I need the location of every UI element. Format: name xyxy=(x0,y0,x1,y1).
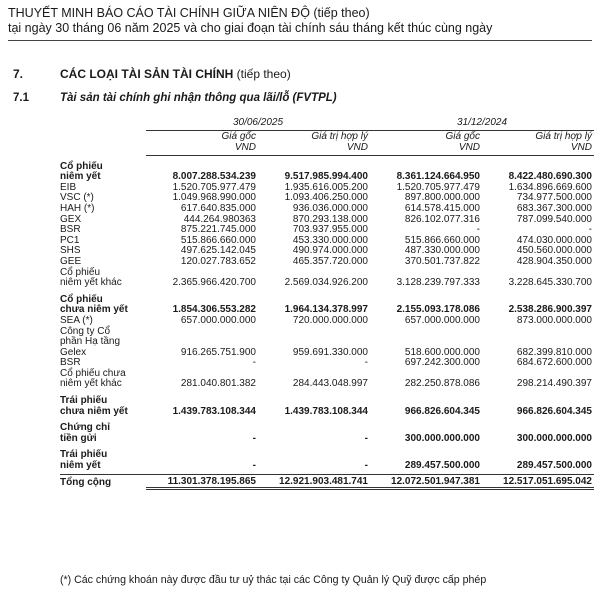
cell-value: 453.330.000.000 xyxy=(292,234,368,246)
cell-value: 281.040.801.382 xyxy=(180,378,256,390)
cell-value: 787.099.540.000 xyxy=(516,213,592,225)
section-7-heading xyxy=(13,67,291,81)
cell-value: 515.866.660.000 xyxy=(180,234,256,246)
cell-value: - xyxy=(252,460,256,472)
cell-value: 1.439.783.108.344 xyxy=(284,405,368,417)
cell-value: 11.301.378.195.865 xyxy=(146,474,258,489)
cell-value: 428.904.350.000 xyxy=(516,255,592,267)
row-label: niêm yết xyxy=(60,460,101,472)
cell-value: 289.457.500.000 xyxy=(404,460,480,472)
table-row xyxy=(60,348,594,359)
cell-value: 684.672.600.000 xyxy=(516,357,592,369)
col-unit-cost-2025: VND xyxy=(146,142,258,156)
cell-value: 518.600.000.000 xyxy=(404,346,480,358)
group-listed-bonds-row xyxy=(60,461,594,472)
row-label: niêm yết khác xyxy=(60,378,122,390)
row-label: Công ty Cổ xyxy=(60,325,111,337)
row-label: GEX xyxy=(60,213,82,225)
row-label: SEA (*) xyxy=(60,314,93,326)
row-label: niêm yết xyxy=(60,171,101,183)
cell-value: 614.578.415.000 xyxy=(404,202,480,214)
row-label: Cổ phiếu xyxy=(60,160,103,172)
section-7-title: CÁC LOẠI TÀI SẢN TÀI CHÍNH xyxy=(60,67,234,81)
row-label: chưa niêm yết xyxy=(60,304,128,316)
cell-value: 300.000.000.000 xyxy=(404,432,480,444)
cell-value: 617.640.835.000 xyxy=(180,202,256,214)
row-label: Cổ phiếu xyxy=(60,293,103,305)
cell-value: - xyxy=(588,224,592,236)
cell-value: 966.826.604.345 xyxy=(516,405,592,417)
cell-value: 284.443.048.997 xyxy=(292,378,368,390)
row-label: BSR xyxy=(60,357,81,369)
col-unit-fair-2025: VND xyxy=(258,142,370,156)
col-header-fair-2024: Giá trị hợp lý xyxy=(535,130,592,142)
footnote: (*) Các chứng khoán này được đầu tư uỷ thác tại các Công ty Quản lý Quỹ được cấp phép xyxy=(60,574,487,586)
cell-value: 916.265.751.900 xyxy=(180,346,256,358)
col-header-cost-2025: Giá gốc xyxy=(221,130,256,142)
row-label: Tổng cộng xyxy=(60,474,146,489)
col-unit-fair-2024: VND xyxy=(482,142,594,156)
cell-value: - xyxy=(364,357,368,369)
cell-value: 12.072.501.947.381 xyxy=(370,474,482,489)
date-header-row xyxy=(60,118,594,130)
cell-value: 490.974.000.000 xyxy=(292,245,368,257)
cell-value: - xyxy=(252,357,256,369)
cell-value: 282.250.878.086 xyxy=(404,378,480,390)
table-row xyxy=(60,278,594,289)
cell-value: - xyxy=(364,432,368,444)
row-label: VSC (*) xyxy=(60,192,94,204)
table-row xyxy=(60,257,594,268)
cell-value: 465.357.720.000 xyxy=(292,255,368,267)
cell-value: 2.569.034.926.200 xyxy=(284,277,368,289)
fvtpl-table xyxy=(60,118,594,490)
cell-value: 1.634.896.669.600 xyxy=(508,181,592,193)
row-label: GEE xyxy=(60,255,82,267)
row-label: Gelex xyxy=(60,346,87,358)
cell-value: 289.457.500.000 xyxy=(516,460,592,472)
row-label: Trái phiếu xyxy=(60,395,108,407)
header-divider xyxy=(8,40,592,41)
cell-value: 8.422.480.690.300 xyxy=(508,171,592,183)
cell-value: 683.367.300.000 xyxy=(516,202,592,214)
row-label: Chứng chỉ xyxy=(60,422,111,434)
cell-value: 1.964.134.378.997 xyxy=(284,304,368,316)
row-label: BSR xyxy=(60,224,81,236)
cell-value: 875.221.745.000 xyxy=(180,224,256,236)
cell-value: 657.000.000.000 xyxy=(404,314,480,326)
section-7-1-title: Tài sản tài chính ghi nhận thông qua lãi/lỗ (FVTPL) xyxy=(60,92,337,104)
table-row xyxy=(60,358,594,369)
section-7-1-heading xyxy=(13,92,337,104)
cell-value: 873.000.000.000 xyxy=(516,314,592,326)
row-label: PC1 xyxy=(60,234,80,246)
cell-value: 3.128.239.797.333 xyxy=(396,277,480,289)
row-label: phần Hạ tầng xyxy=(60,336,121,348)
row-label: Cổ phiếu chưa xyxy=(60,367,126,379)
cell-value: - xyxy=(364,460,368,472)
group-deposit-certificates-label-row xyxy=(60,423,594,434)
section-7-1-number: 7.1 xyxy=(13,92,29,104)
cell-value: 120.027.783.652 xyxy=(180,255,256,267)
table-row xyxy=(60,204,594,215)
cell-value: 2.155.093.178.086 xyxy=(396,304,480,316)
grand-total-row xyxy=(60,474,594,489)
cell-value: 734.977.500.000 xyxy=(516,192,592,204)
cell-value: 1.935.616.005.200 xyxy=(284,181,368,193)
col-header-fair-2025: Giá trị hợp lý xyxy=(311,130,368,142)
cell-value: 8.361.124.664.950 xyxy=(396,171,480,183)
row-label: EIB xyxy=(60,181,77,193)
header-title: THUYẾT MINH BÁO CÁO TÀI CHÍNH GIỮA NIÊN ĐỘ (tiếp theo) xyxy=(8,6,370,20)
cell-value: 8.007.288.534.239 xyxy=(172,171,256,183)
column-header-row-1 xyxy=(60,130,594,142)
row-label: Cổ phiếu xyxy=(60,266,101,278)
row-label: tiền gửi xyxy=(60,432,97,444)
table-row xyxy=(60,327,594,338)
cell-value: 720.000.000.000 xyxy=(292,314,368,326)
cell-value: 515.866.660.000 xyxy=(404,234,480,246)
cell-value: 444.264.980363 xyxy=(183,213,256,225)
row-label: Trái phiếu xyxy=(60,449,108,461)
cell-value: 12.517.051.695.042 xyxy=(482,474,594,489)
section-7-number: 7. xyxy=(13,67,24,81)
cell-value: 870.293.138.000 xyxy=(292,213,368,225)
cell-value: 966.826.604.345 xyxy=(404,405,480,417)
table-row xyxy=(60,379,594,390)
cell-value: - xyxy=(476,224,480,236)
table-row xyxy=(60,316,594,327)
column-header-row-2 xyxy=(60,142,594,156)
cell-value: 897.800.000.000 xyxy=(404,192,480,204)
cell-value: 497.625.142.045 xyxy=(180,245,256,257)
cell-value: 9.517.985.994.400 xyxy=(284,171,368,183)
cell-value: 1.439.783.108.344 xyxy=(172,405,256,417)
date-2025: 30/06/2025 xyxy=(146,118,370,130)
cell-value: 826.102.077.316 xyxy=(404,213,480,225)
col-unit-cost-2024: VND xyxy=(370,142,482,156)
cell-value: 682.399.810.000 xyxy=(516,346,592,358)
date-2024: 31/12/2024 xyxy=(370,118,594,130)
row-label: SHS xyxy=(60,245,81,257)
cell-value: 2.538.286.900.397 xyxy=(508,304,592,316)
group-deposit-certificates-row xyxy=(60,434,594,445)
cell-value: 703.937.955.000 xyxy=(292,224,368,236)
cell-value: 2.365.966.420.700 xyxy=(172,277,256,289)
cell-value: 300.000.000.000 xyxy=(516,432,592,444)
cell-value: 3.228.645.330.700 xyxy=(508,277,592,289)
cell-value: 474.030.000.000 xyxy=(516,234,592,246)
header-subtitle: tại ngày 30 tháng 06 năm 2025 và cho giai đoạn tài chính sáu tháng kết thúc cùng ngày xyxy=(8,21,493,35)
cell-value: 12.921.903.481.741 xyxy=(258,474,370,489)
cell-value: 1.049.968.990.000 xyxy=(172,192,256,204)
group-listed-bonds-label-row xyxy=(60,450,594,461)
row-label: niêm yết khác xyxy=(60,277,122,289)
col-header-cost-2024: Giá gốc xyxy=(445,130,480,142)
row-label: chưa niêm yết xyxy=(60,405,128,417)
cell-value: 370.501.737.822 xyxy=(404,255,480,267)
cell-value: 936.036.000.000 xyxy=(292,202,368,214)
cell-value: 487.330.000.000 xyxy=(404,245,480,257)
report-header xyxy=(8,6,592,36)
row-label: HAH (*) xyxy=(60,202,95,214)
cell-value: 450.560.000.000 xyxy=(516,245,592,257)
cell-value: - xyxy=(252,432,256,444)
cell-value: 1.520.705.977.479 xyxy=(396,181,480,193)
cell-value: 697.242.300.000 xyxy=(404,357,480,369)
cell-value: 959.691.330.000 xyxy=(292,346,368,358)
cell-value: 1.520.705.977.479 xyxy=(172,181,256,193)
cell-value: 657.000.000.000 xyxy=(180,314,256,326)
section-7-subtitle: (tiếp theo) xyxy=(236,67,291,81)
cell-value: 1.093.406.250.000 xyxy=(284,192,368,204)
group-unlisted-bonds-row xyxy=(60,407,594,418)
cell-value: 298.214.490.397 xyxy=(516,378,592,390)
cell-value: 1.854.306.553.282 xyxy=(172,304,256,316)
